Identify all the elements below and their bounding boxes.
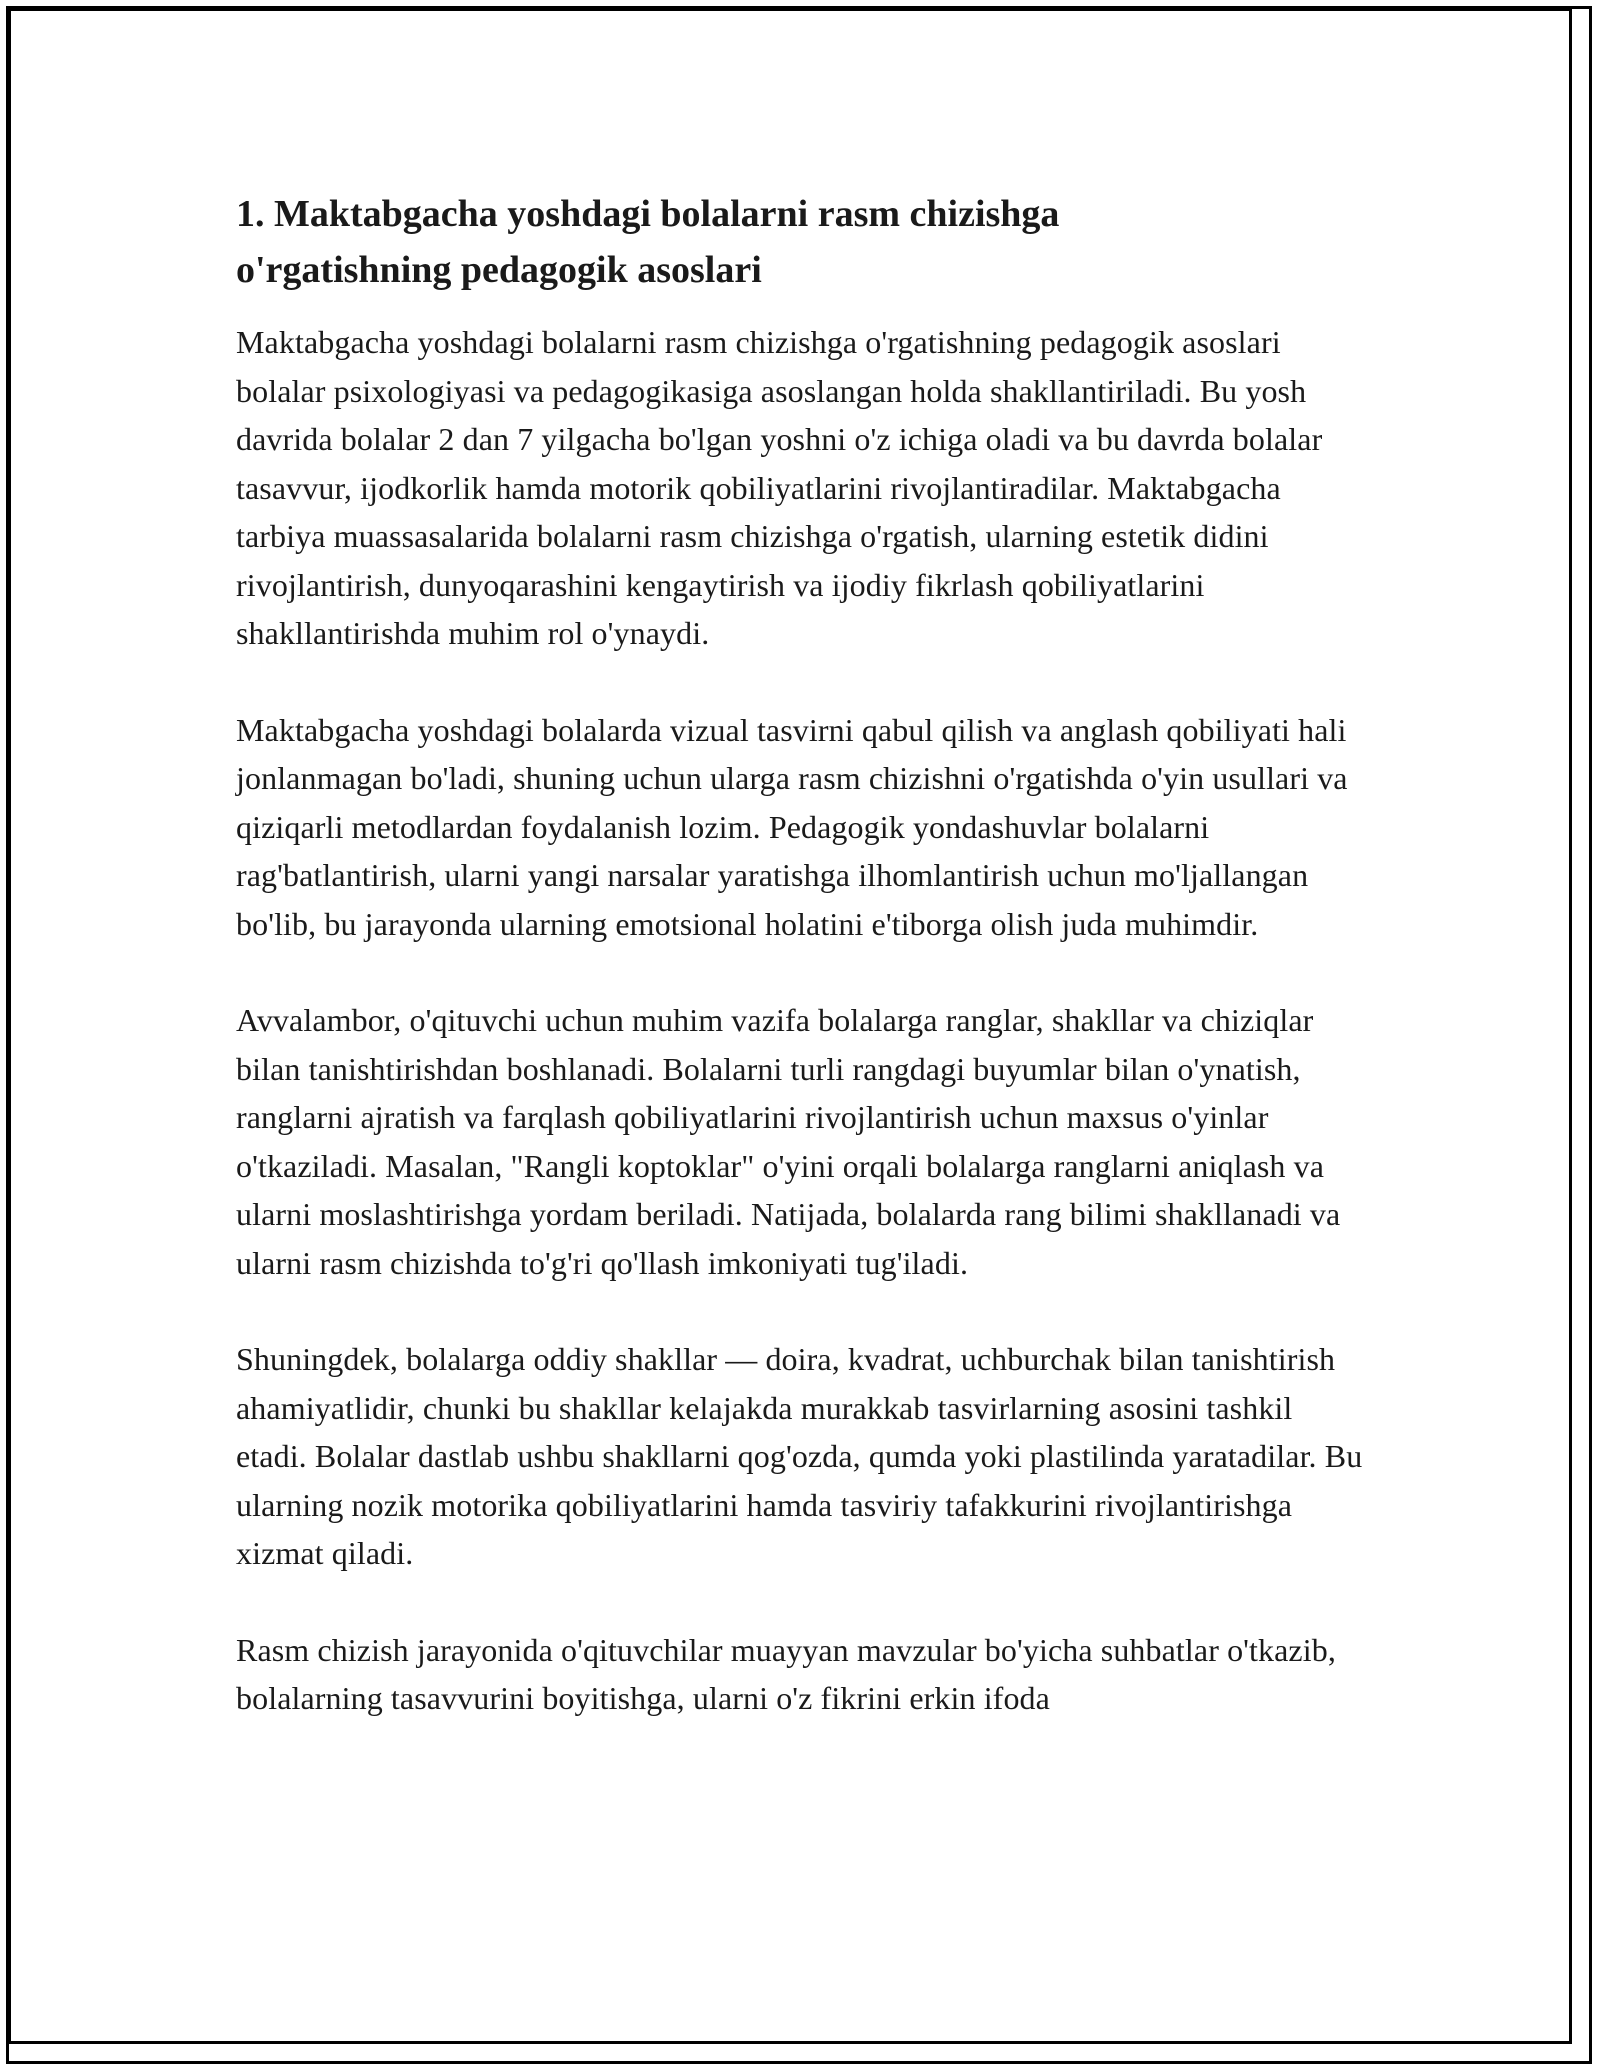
paragraph-4: Shuningdek, bolalarga oddiy shakllar — doira, kvadrat, uchburchak bilan tanishtirish ahamiyatlidir, chunki bu shakllar kelajakda murakkab tasvirlarning asosini tashkil etadi. Bolalar dastlab ushbu shakllarni qog'ozda, qumda yoki plastilinda yaratadilar. Bu ularning nozik motorika qobiliyatlarini hamda tasviriy tafakkurini rivojlantirishga xizmat qiladi. — [236, 1341, 1363, 1571]
document-body — [236, 186, 1366, 1723]
paragraph-1: Maktabgacha yoshdagi bolalarni rasm chizishga o'rgatishning pedagogik asoslari bolalar psixologiyasi va pedagogikasiga asoslangan holda shakllantiriladi. Bu yosh davrida bolalar 2 dan 7 yilgacha bo'lgan yoshni o'z ichiga oladi va bu davrda bolalar tasavvur, ijodkorlik hamda motorik qobiliyatlarini rivojlantiradilar. Maktabgacha tarbiya muassasalarida bolalarni rasm chizishga o'rgatish, ularning estetik didini rivojlantirish, dunyoqarashini kengaytirish va ijodiy fikrlash qobiliyatlarini shakllantirishda muhim rol o'ynaydi. — [236, 324, 1323, 651]
section-heading: 1. Maktabgacha yoshdagi bolalarni rasm chizishga o'rgatishning pedagogik asoslari — [236, 193, 1060, 291]
paragraph-5: Rasm chizish jarayonida o'qituvchilar muayyan mavzular bo'yicha suhbatlar o'tkazib, bolalarning tasavvurini boyitishga, ularni o'z fikrini erkin ifoda — [236, 1631, 1336, 1716]
paragraph-2: Maktabgacha yoshdagi bolalarda vizual tasvirni qabul qilish va anglash qobiliyati hali jonlanmagan bo'ladi, shuning uchun ularga rasm chizishni o'rgatishda o'yin usullari va qiziqarli metodlardan foydalanish lozim. Pedagogik yondashuvlar bolalarni rag'batlantirish, ularni yangi narsalar yaratishga ilhomlantirish uchun mo'ljallangan bo'lib, bu jarayonda ularning emotsional holatini e'tiborga olish juda muhimdir. — [236, 711, 1348, 942]
paragraph-3: Avvalambor, o'qituvchi uchun muhim vazifa bolalarga ranglar, shakllar va chiziqlar bilan tanishtirishdan boshlanadi. Bolalarni turli rangdagi buyumlar bilan o'ynatish, ranglarni ajratish va farqlash qobiliyatlarini rivojlantirish uchun maxsus o'yinlar o'tkaziladi. Masalan, "Rangli koptoklar" o'yini orqali bolalarga ranglarni aniqlash va ularni moslashtirishga yordam beriladi. Natijada, bolalarda rang bilimi shakllanadi va ularni rasm chizishda to'g'ri qo'llash imkoniyati tug'iladi. — [236, 1002, 1341, 1281]
